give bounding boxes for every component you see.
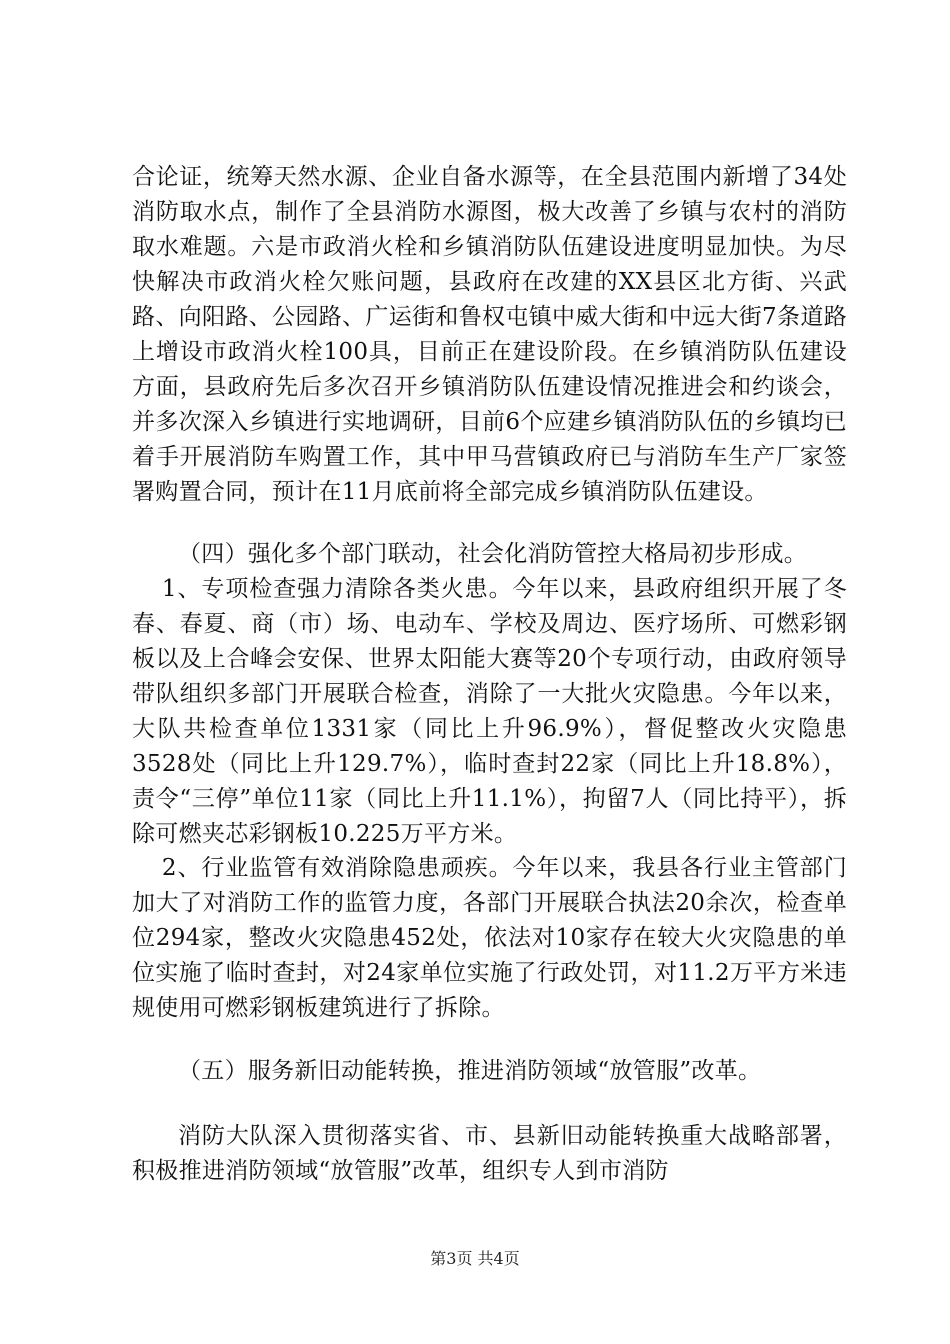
body-paragraph-special-inspection: 1、专项检查强力清除各类火患。今年以来，县政府组织开展了冬春、春夏、商（市）场、电动车、学校及周边、医疗场所、可燃彩钢板以及上合峰会安保、世界太阳能大赛等20个专项行动，由政府领导带队组织多部门开展联合检查，消除了一大批火灾隐患。今年以来，大队共检查单位1331家（同比上升96.9%），督促整改火灾隐患3528处（同比上升129.7%），临时查封22家（同比上升18.8%），责令“三停”单位11家（同比上升11.1%），拘留7人（同比持平），拆除可燃夹芯彩钢板10.225万平方米。 <box>132 576 847 847</box>
body-paragraph-reform: 消防大队深入贯彻落实省、市、县新旧动能转换重大战略部署，积极推进消防领域“放管服”改革，组织专人到市消防 <box>132 1123 847 1184</box>
body-paragraph-water-sources: 合论证，统筹天然水源、企业自备水源等，在全县范围内新增了34处消防取水点，制作了全县消防水源图，极大改善了乡镇与农村的消防取水难题。六是市政消火栓和乡镇消防队伍建设进度明显加快。为尽快解决市政消火栓欠账问题，县政府在改建的XX县区北方街、兴武路、向阳路、公园路、广运街和鲁权屯镇中威大街和中远大街7条道路上增设市政消火栓100具，目前正在建设阶段。在乡镇消防队伍建设方面，县政府先后多次召开乡镇消防队伍建设情况推进会和约谈会，并多次深入乡镇进行实地调研，目前6个应建乡镇消防队伍的乡镇均已着手开展消防车购置工作，其中甲马营镇政府已与消防车生产厂家签署购置合同，预计在11月底前将全部完成乡镇消防队伍建设。 <box>132 164 847 505</box>
body-paragraph-industry-supervision: 2、行业监管有效消除隐患顽疾。今年以来，我县各行业主管部门加大了对消防工作的监管力度，各部门开展联合执法20余次，检查单位294家，整改火灾隐患452处，依法对10家存在较大火灾隐患的单位实施了临时查封，对24家单位实施了行政处罚，对11.2万平方米违规使用可燃彩钢板建筑进行了拆除。 <box>132 855 847 1021</box>
page-number-footer: 第3页 共4页 <box>430 1249 520 1268</box>
section-heading-four: （四）强化多个部门联动，社会化消防管控大格局初步形成。 <box>178 541 808 567</box>
section-heading-five: （五）服务新旧动能转换，推进消防领域“放管服”改革。 <box>178 1058 762 1084</box>
